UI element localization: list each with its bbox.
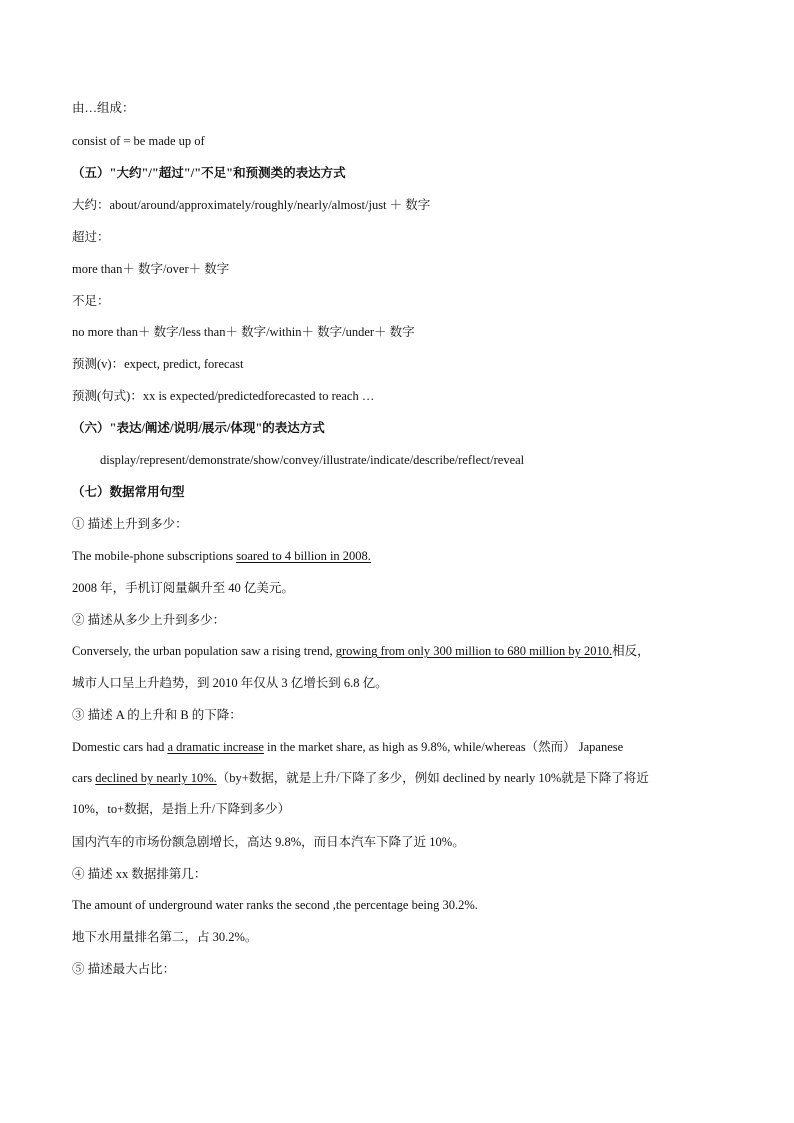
pattern-3-line-2-text: cars: [72, 771, 96, 785]
pattern-3-line-1-text: Domestic cars had: [72, 740, 168, 754]
pattern-1-underlined: soared to 4 billion in 2008.: [236, 549, 371, 563]
line-under-title: 不足：: [72, 294, 110, 308]
pattern-4-title: ④ 描述 xx 数据排第几：: [72, 867, 207, 881]
line-under: no more than＋ 数字/less than＋ 数字/within＋ 数字/under＋ 数字: [72, 325, 415, 339]
pattern-5-title: ⑤ 描述最大占比：: [72, 962, 176, 976]
pattern-2-translation: 城市人口呈上升趋势，到 2010 年仅从 3 亿增长到 6.8 亿。: [72, 676, 388, 690]
pattern-3-example-line-2: [72, 768, 722, 788]
pattern-2-example-text: Conversely, the urban population saw a rising trend,: [72, 644, 336, 658]
pattern-3-example-line-1: [72, 737, 722, 757]
pattern-4-translation: 地下水用量排名第二，占 30.2%。: [72, 930, 258, 944]
line-approx: 大约：about/around/approximately/roughly/nearly/almost/just ＋ 数字: [72, 198, 431, 212]
section-heading-6: （六）"表达/阐述/说明/展示/体现"的表达方式: [72, 421, 325, 435]
pattern-2-underlined: growing from only 300 million to 680 million by 2010.: [335, 644, 613, 658]
pattern-3-translation: 国内汽车的市场份额急剧增长，高达 9.8%，而日本汽车下降了近 10%。: [72, 835, 465, 849]
line-consist-of-en: consist of = be made up of: [72, 134, 205, 148]
pattern-1-example-text: The mobile-phone subscriptions: [72, 549, 237, 563]
pattern-3-line-2-tail: （by+数据，就是上升/下降了多少，例如 declined by nearly 10%就是下降了将近: [216, 771, 649, 785]
line-express-verbs: display/represent/demonstrate/show/convey/illustrate/indicate/describe/reflect/reveal: [100, 453, 525, 467]
pattern-3-underlined-1: a dramatic increase: [167, 740, 264, 754]
pattern-2-example: [72, 641, 722, 661]
pattern-3-example-line-3: 10%，to+数据，是指上升/下降到多少）: [72, 802, 291, 816]
pattern-1-title: ① 描述上升到多少：: [72, 517, 188, 531]
line-over-title: 超过：: [72, 230, 110, 244]
line-over: more than＋ 数字/over＋ 数字: [72, 262, 230, 276]
line-predict-verb: 预测(v)：expect, predict, forecast: [72, 357, 244, 371]
line-consist-of-cn: 由…组成：: [72, 101, 135, 115]
pattern-4-example: The amount of underground water ranks the second ,the percentage being 30.2%.: [72, 898, 478, 912]
section-heading-7: （七）数据常用句型: [72, 485, 185, 499]
section-heading-5: （五）"大约"/"超过"/"不足"和预测类的表达方式: [72, 166, 346, 180]
pattern-3-title: ③ 描述 A 的上升和 B 的下降：: [72, 708, 242, 722]
pattern-1-translation: 2008 年，手机订阅量飙升至 40 亿美元。: [72, 581, 294, 595]
pattern-2-title: ② 描述从多少上升到多少：: [72, 613, 226, 627]
line-predict-sentence: 预测(句式)：xx is expected/predictedforecasted to reach …: [72, 389, 375, 403]
pattern-3-underlined-2: declined by nearly 10%.: [95, 771, 217, 785]
pattern-1-example: [72, 546, 722, 566]
pattern-2-example-tail: 相反，: [612, 644, 650, 658]
pattern-3-line-1-tail: in the market share, as high as 9.8%, while/whereas（然而） Japanese: [263, 740, 624, 754]
